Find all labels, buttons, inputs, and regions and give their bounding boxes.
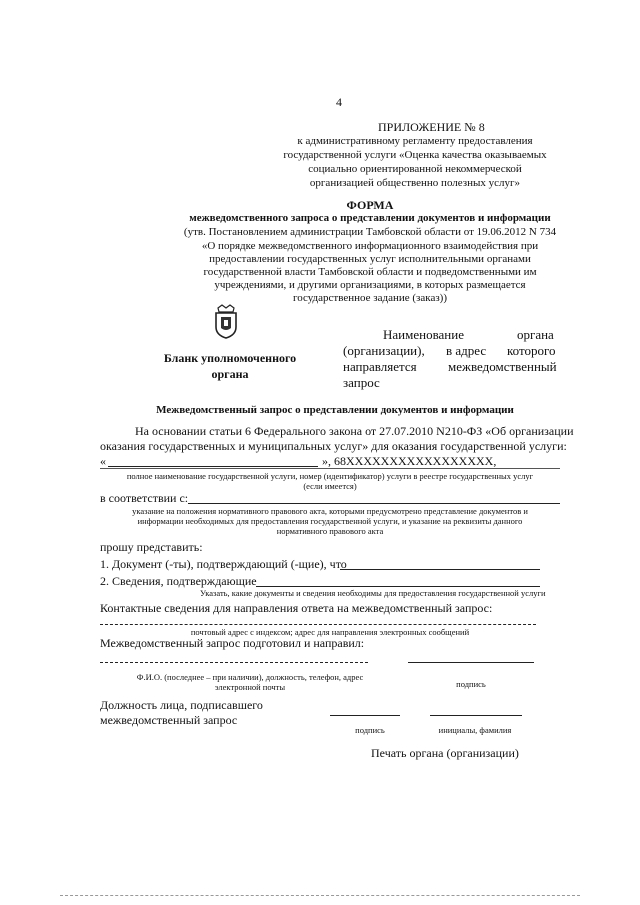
contacts-label: Контактные сведения для направления ответа на межведомственный запрос: xyxy=(100,601,493,615)
item-1-label: 1. Документ (-ты), подтверждающий (-щие), что xyxy=(100,557,347,571)
stamp-label: Печать органа (организации) xyxy=(371,746,519,760)
preparer-hint: Ф.И.О. (последнее – при наличии), должность, телефон, адрес xyxy=(136,672,364,682)
addressee-text: запрос xyxy=(343,375,380,390)
accordance-label: в соответствии с: xyxy=(100,491,189,505)
addressee-text: в адрес xyxy=(446,343,487,358)
preparer-name-field[interactable] xyxy=(100,662,368,663)
service-name-field[interactable] xyxy=(108,466,318,467)
appendix-line: к административному регламенту предоставления xyxy=(297,135,533,147)
item-1-field[interactable] xyxy=(340,569,540,570)
coat-of-arms-icon xyxy=(212,303,240,339)
service-hint: (если имеется) xyxy=(303,481,357,491)
approval-line: предоставлении государственных услуг исполнительными органами xyxy=(209,253,531,265)
service-line xyxy=(100,468,560,469)
appendix-line: государственной услуги «Оценка качества оказываемых xyxy=(283,149,547,161)
accordance-hint: нормативного правового акта xyxy=(276,526,384,536)
appendix-line: организацией общественно полезных услуг» xyxy=(309,177,521,189)
blank-label: органа xyxy=(211,367,249,381)
quote-open: « xyxy=(100,454,106,468)
item-2-hint: Указать, какие документы и сведения необходимы для предоставления государственной услуги xyxy=(200,588,546,598)
item-2-field[interactable] xyxy=(256,586,540,587)
signer-name-field[interactable] xyxy=(430,715,522,716)
accordance-hint: информации необходимых для предоставления государственной услуги, и указание на реквизиты данного xyxy=(137,516,523,526)
contacts-field[interactable] xyxy=(100,624,536,625)
signer-name-hint: инициалы, фамилия xyxy=(438,725,512,735)
signer-label: межведомственный запрос xyxy=(100,713,238,727)
accordance-field[interactable] xyxy=(188,503,560,504)
accordance-hint: указание на положения нормативного правового акта, которыми предусмотрено представление документов и xyxy=(132,506,528,516)
appendix-line: социально ориентированной некоммерческой xyxy=(308,163,522,175)
request-title: Межведомственный запрос о представлении документов и информации xyxy=(156,404,514,416)
blank-label: Бланк уполномоченного xyxy=(163,351,297,365)
item-2-label: 2. Сведения, подтверждающие xyxy=(100,574,257,588)
scan-artifact xyxy=(60,895,580,896)
preparer-hint: электронной почты xyxy=(214,682,286,692)
addressee-text: направляется xyxy=(343,359,417,374)
approval-line: государственной власти Тамбовской области и подведомственными им xyxy=(203,266,537,278)
basis-text: оказания государственных и муниципальных услуг» для оказания государственной услуги: xyxy=(100,439,567,453)
page-number: 4 xyxy=(336,95,342,109)
prepared-label: Межведомственный запрос подготовил и направил: xyxy=(100,636,365,650)
preparer-signature-field[interactable] xyxy=(408,662,534,663)
signer-signature-hint: подпись xyxy=(355,725,385,735)
preparer-signature-hint: подпись xyxy=(456,679,486,689)
addressee-text: органа xyxy=(517,327,554,342)
service-hint: полное наименование государственной услуги, номер (идентификатор) услуги в реестре государственных услуг xyxy=(126,471,534,481)
addressee-text: межведомственный xyxy=(448,359,557,374)
approval-line: государственное задание (заказ)) xyxy=(292,292,447,304)
appendix-title: ПРИЛОЖЕНИЕ № 8 xyxy=(378,120,485,134)
signer-label: Должность лица, подписавшего xyxy=(100,698,263,712)
form-title: ФОРМА xyxy=(346,198,394,212)
addressee-text: которого xyxy=(507,343,556,358)
addressee-text: Наименование xyxy=(383,327,464,342)
approval-line: учреждениями, и другими организациями, в которых размещается xyxy=(214,279,526,291)
signer-signature-field[interactable] xyxy=(330,715,400,716)
form-subtitle: межведомственного запроса о представлении документов и информации xyxy=(189,212,551,224)
basis-text: На основании статьи 6 Федерального закона от 27.07.2010 N210-ФЗ «Об организации xyxy=(135,424,574,438)
approval-line: «О порядке межведомственного информационного взаимодействия при xyxy=(201,240,539,252)
addressee-text: (организации), xyxy=(343,343,425,358)
service-code: », 68XXXXXXXXXXXXXXXXX, xyxy=(322,454,497,468)
please-provide-label: прошу представить: xyxy=(100,540,203,554)
approval-line: (утв. Постановлением администрации Тамбовской области от 19.06.2012 N 734 xyxy=(183,226,557,238)
contacts-hint: почтовый адрес с индексом; адрес для направления электронных сообщений xyxy=(190,627,470,637)
